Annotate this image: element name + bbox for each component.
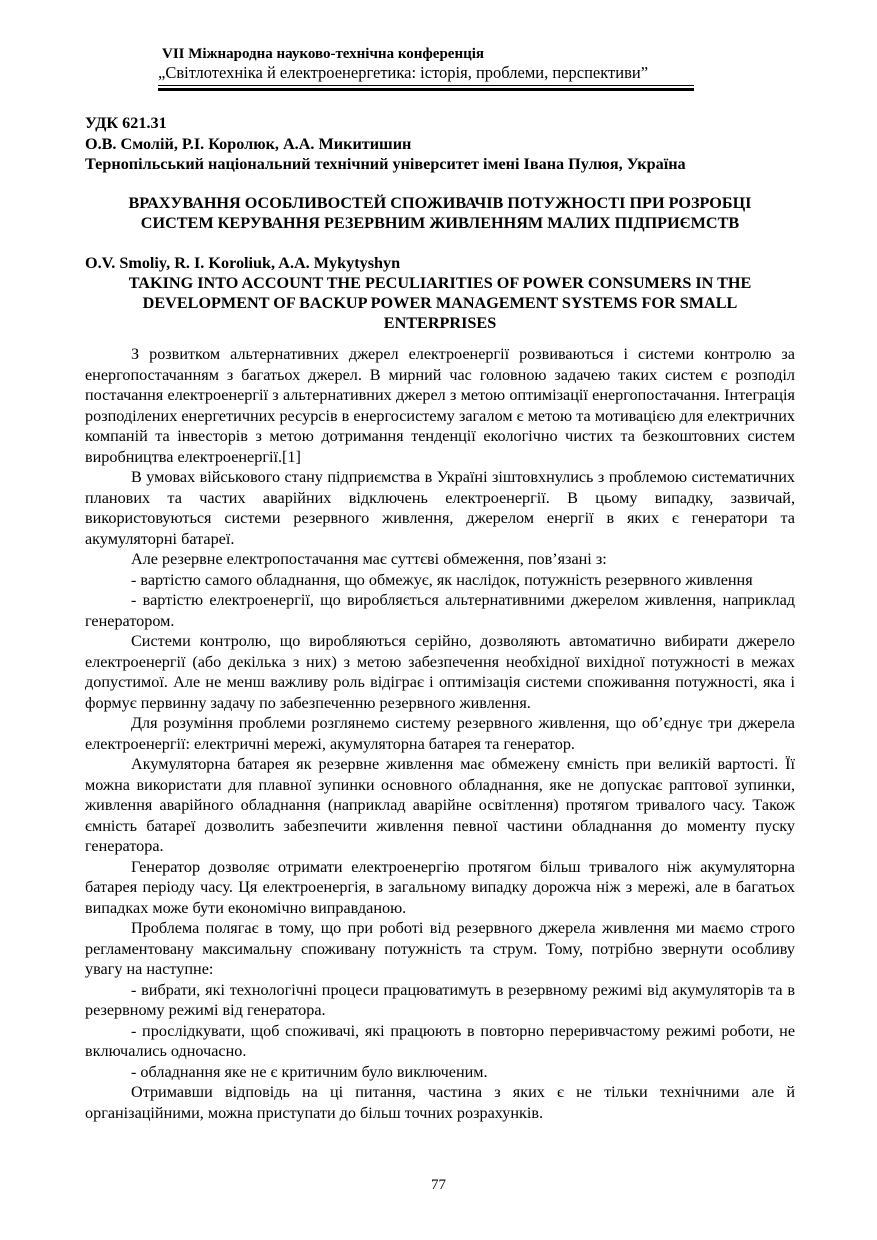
title-en-line: TAKING INTO ACCOUNT THE PECULIARITIES OF POWER CONSUMERS IN THE (128, 274, 752, 292)
body-paragraph: Але резервне електропостачання має суттєві обмеження, пов’язані з: (131, 550, 607, 568)
list-item: - прослідкувати, щоб споживачі, які працюють в повторно переривчастому режимі роботи, не включались одночасно. (85, 1021, 795, 1060)
header-rule-thin (158, 85, 694, 86)
body-paragraph: Акумуляторна батарея як резервне живлення має обмежену ємність при великій вартості. Її можна використати для плавної зупинки основного обладнання, яке не допускає раптової зупинки, живлення аварійного обладнання (наприклад аварійне освітлення) протягом тривалого часу. Також ємність батареї дозволить забезпечити живлення певної частини обладнання до моменту пуску генератора. (85, 755, 795, 855)
list-item: - вибрати, які технологічні процеси працюватимуть в резервному режимі від акумуляторів та в резервному режимі від генератора. (85, 980, 795, 1019)
authors-ua: О.В. Смолій, Р.І. Королюк, А.А. Микитишин (85, 134, 412, 153)
list-item: - обладнання яке не є критичним було виключеним. (131, 1062, 488, 1081)
authors-en: O.V. Smoliy, R. I. Koroliuk, A.A. Mykytyshyn (85, 253, 401, 272)
header-rule-thick (158, 88, 694, 91)
body-paragraph: Генератор дозволяє отримати електроенергію протягом більш тривалого ніж акумуляторна батарея періоду часу. Ця електроенергія, в загальному випадку дорожча ніж з мережі, але в багатьох випадках може бути економічно виправданою. (85, 857, 795, 917)
body-paragraph: В умовах військового стану підприємства в Україні зіштовхнулись з проблемою систематичних планових та частих аварійних відключень електроенергії. В цьому випадку, зазвичай, використовуються системи резервного живлення, джерелом енергії в яких є генератори та акумуляторні батареї. (85, 468, 795, 548)
conference-subtitle: „Світлотехніка й електроенергетика: історія, проблеми, перспективи” (158, 63, 649, 82)
body-paragraph: З розвитком альтернативних джерел електроенергії розвиваються і системи контролю за енергопостачанням з багатьох джерел. В мирний час головною задачею таких систем є розподіл постачання електроенергії з альтернативних джерел з метою оптимізації енергопостачання. Інтеграція розподілених енергетичних ресурсів в енергосистему загалом є метою та мотивацією для електричних компаній та інвесторів з метою дотримання тенденції екологічно чистих та безкоштовних систем виробництва електроенергії.[1] (85, 345, 795, 466)
page-number: 77 (431, 1177, 446, 1193)
conference-name: VII Міжнародна науково-технічна конференція (162, 46, 485, 62)
body-paragraph: Отримавши відповідь на ці питання, частина з яких є не тільки технічними але й організаційними, можна приступати до більш точних розрахунків. (85, 1083, 795, 1122)
body-paragraph: Проблема полягає в тому, що при роботі від резервного джерела живлення ми маємо строго регламентовану максимальну споживану потужність та струм. Тому, потрібно звернути особливу увагу на наступне: (85, 919, 795, 978)
title-ua (85, 193, 795, 233)
udc-code: УДК 621.31 (85, 114, 167, 132)
body-paragraph: Системи контролю, що виробляються серійно, дозволяють автоматично вибирати джерело електроенергії (або декілька з них) з метою забезпечення необхідної вихідної потужності в межах допустимої. Але не менш важливу роль відіграє і оптимізація системи споживання потужності, яка і формує первинну задачу по забезпеченню резервного живлення. (85, 632, 795, 712)
list-item: - вартістю самого обладнання, що обмежує, як наслідок, потужність резервного живлення (131, 570, 753, 589)
affiliation: Тернопільський національний технічний університет імені Івана Пулюя, Україна (85, 155, 686, 173)
article-content (85, 113, 795, 1123)
title-en (85, 273, 795, 333)
running-header (158, 45, 694, 83)
title-ua-line: ВРАХУВАННЯ ОСОБЛИВОСТЕЙ СПОЖИВАЧІВ ПОТУЖНОСТІ ПРИ РОЗРОБЦІ (128, 193, 752, 212)
body-paragraph: Для розуміння проблеми розглянемо систему резервного живлення, що об’єднує три джерела електроенергії: електричні мережі, акумуляторна батарея та генератор. (85, 714, 795, 753)
title-ua-line: СИСТЕМ КЕРУВАННЯ РЕЗЕРВНИМ ЖИВЛЕННЯМ МАЛИХ ПІДПРИЄМСТВ (140, 213, 740, 232)
list-item: - вартістю електроенергії, що виробляється альтернативними джерелом живлення, наприклад генератором. (85, 591, 795, 630)
title-en-line: DEVELOPMENT OF BACKUP POWER MANAGEMENT SYSTEMS FOR SMALL (142, 294, 738, 312)
title-en-line: ENTERPRISES (383, 314, 497, 332)
